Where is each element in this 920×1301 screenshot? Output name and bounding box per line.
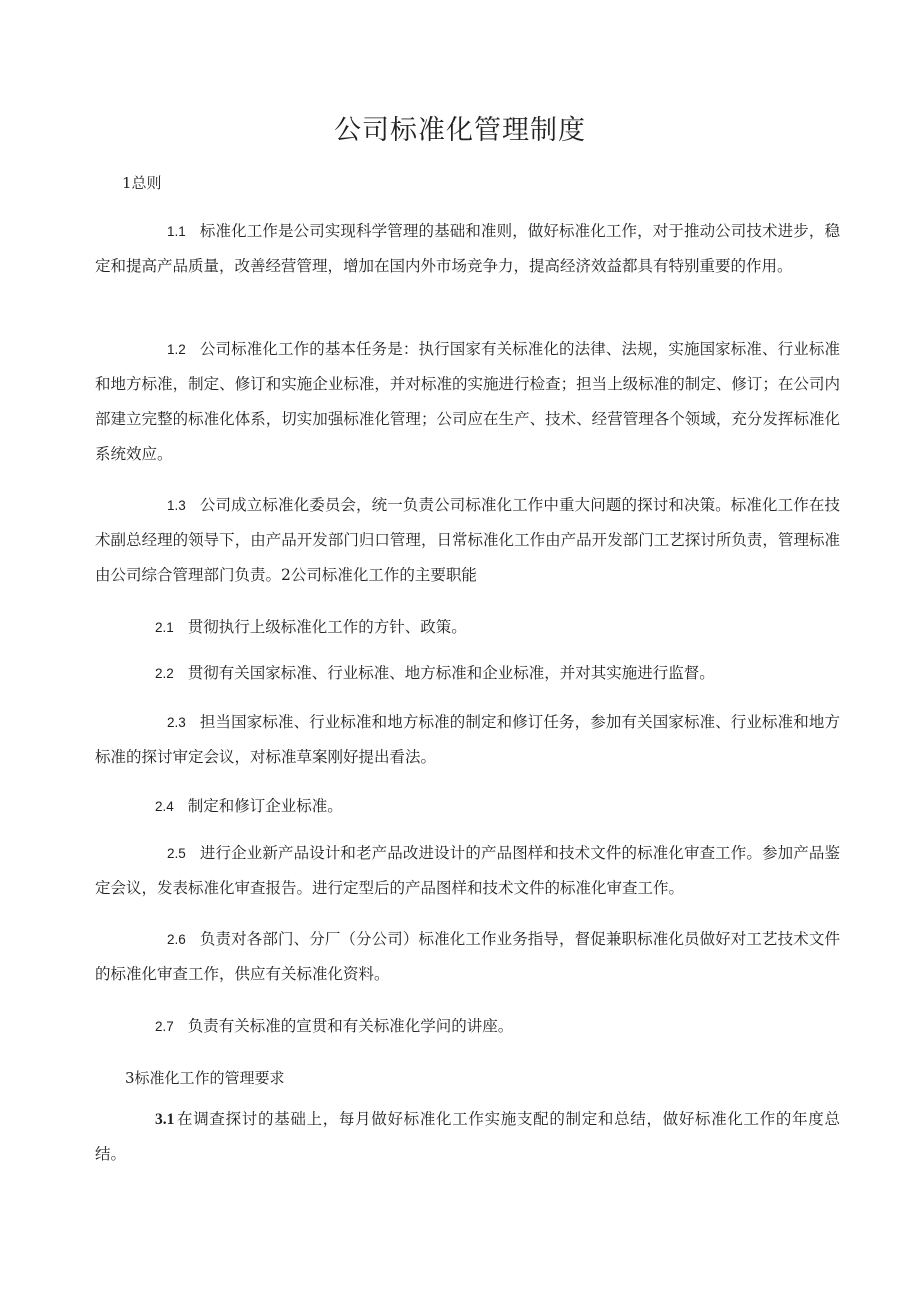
clause-number: 3.1 <box>155 1111 175 1128</box>
clause-text: 贯彻有关国家标准、行业标准、地方标准和企业标准，并对其实施进行监督。 <box>187 664 715 682</box>
paragraph-2-4 <box>95 789 840 824</box>
paragraph-2-5 <box>95 836 840 906</box>
clause-number: 2.3 <box>167 715 186 730</box>
section-heading-requirements: 3标准化工作的管理要求 <box>125 1069 285 1087</box>
paragraph-1-3 <box>95 488 840 593</box>
paragraph-2-6 <box>95 922 840 992</box>
clause-text: 负责对各部门、分厂（分公司）标准化工作业务指导，督促兼职标准化员做好对工艺技术文件的标准化审查工作，供应有关标准化资料。 <box>95 930 840 983</box>
paragraph-2-1 <box>95 610 840 645</box>
clause-text: 贯彻执行上级标准化工作的方针、政策。 <box>187 618 467 636</box>
clause-number: 2.4 <box>155 799 174 814</box>
paragraph-3-1 <box>95 1102 840 1172</box>
paragraph-2-3 <box>95 705 840 775</box>
clause-number: 2.2 <box>155 666 174 681</box>
clause-number: 1.1 <box>167 224 186 239</box>
clause-number: 2.5 <box>167 846 186 861</box>
paragraph-2-7 <box>95 1009 840 1044</box>
clause-text: 制定和修订企业标准。 <box>187 797 343 815</box>
clause-text: 进行企业新产品设计和老产品改进设计的产品图样和技术文件的标准化审查工作。参加产品鉴定会议，发表标准化审查报告。进行定型后的产品图样和技术文件的标准化审查工作。 <box>95 844 840 897</box>
paragraph-1-1 <box>95 214 840 284</box>
clause-number: 2.6 <box>167 932 186 947</box>
clause-text: 在调查探讨的基础上，每月做好标准化工作实施支配的制定和总结，做好标准化工作的年度总结。 <box>95 1110 840 1163</box>
clause-number: 1.2 <box>167 342 186 357</box>
clause-text: 负责有关标准的宣贯和有关标准化学问的讲座。 <box>187 1017 514 1035</box>
section-heading-general: 1总则 <box>122 174 162 192</box>
paragraph-2-2 <box>95 656 840 691</box>
clause-number: 2.1 <box>155 620 174 635</box>
clause-number: 1.3 <box>167 498 186 513</box>
clause-number: 2.7 <box>155 1019 174 1034</box>
clause-text: 公司标准化工作的基本任务是：执行国家有关标准化的法律、法规，实施国家标准、行业标准和地方标准，制定、修订和实施企业标准，并对标准的实施进行检查；担当上级标准的制定、修订；在公司内部建立完整的标准化体系，切实加强标准化管理；公司应在生产、技术、经营管理各个领域，充分发挥标准化系统效应。 <box>95 340 840 463</box>
clause-text: 标准化工作是公司实现科学管理的基础和准则，做好标准化工作，对于推动公司技术进步，稳定和提高产品质量，改善经营管理，增加在国内外市场竞争力，提高经济效益都具有特别重要的作用。 <box>95 222 840 275</box>
paragraph-1-2 <box>95 332 840 472</box>
clause-text: 公司成立标准化委员会，统一负责公司标准化工作中重大问题的探讨和决策。标准化工作在技术副总经理的领导下，由产品开发部门归口管理，日常标准化工作由产品开发部门工艺探讨所负责，管理标准由公司综合管理部门负责。2公司标准化工作的主要职能 <box>95 496 840 584</box>
document-title: 公司标准化管理制度 <box>334 115 586 146</box>
clause-text: 担当国家标准、行业标准和地方标准的制定和修订任务，参加有关国家标准、行业标准和地方标准的探讨审定会议，对标准草案刚好提出看法。 <box>95 713 840 766</box>
